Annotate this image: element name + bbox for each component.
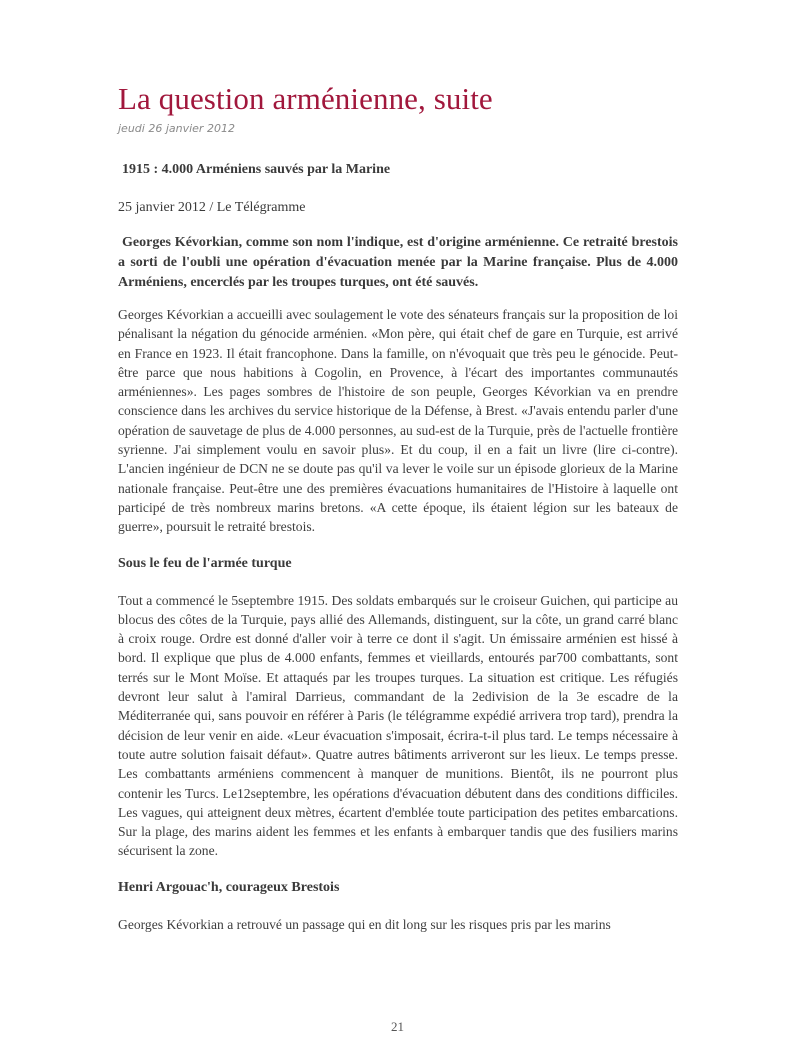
article-source: 25 janvier 2012 / Le Télégramme <box>118 200 306 215</box>
article-paragraph-2: Tout a commencé le 5septembre 1915. Des soldats embarqués sur le croiseur Guichen, qui participe au blocus des côtes de la Turquie, pays allié des Allemands, distinguent, sur la côte, un grand carré blanc à croix rouge. Ordre est donné d'aller voir à terre ce dont il s'agit. Un émissaire arménien est hissé à bord. Il explique que plus de 4.000 enfants, femmes et vieillards, entourés par700 combattants, sont terrés sur le Mont Moïse. Et attaqués par les troupes turques. La situation est critique. Les réfugiés devront leur salut à l'amiral Darrieus, commandant de la 2edivision de la 3e escadre de la Méditerranée qui, sans pouvoir en référer à Paris (le télégramme expédié arrivera trop tard), prendra la décision de leur venir en aide. «Leur évacuation s'imposait, écrira-t-il plus tard. Le temps nécessaire à toute autre solution faisait défaut». Quatre autres bâtiments arriveront sur les lieux. Le temps presse. Les combattants arméniens commencent à manquer de munitions. Bientôt, ils ne pourront plus contenir les Turcs. Le12septembre, les opérations d'évacuation débutent dans des conditions difficiles. Les vagues, qui atteignent deux mètres, écartent d'emblée toute participation des petites embarcations. Sur la plage, des marins aident les femmes et les enfants à embarquer tandis que des fusiliers marins sécurisent la zone. <box>118 592 678 859</box>
article-paragraph-3: Georges Kévorkian a retrouvé un passage qui en dit long sur les risques pris par les marins <box>118 916 611 932</box>
post-title[interactable]: La question arménienne, suite <box>118 81 493 116</box>
article-subtitle: 1915 : 4.000 Arméniens sauvés par la Marine <box>122 162 391 177</box>
article-paragraph-1: Georges Kévorkian a accueilli avec soulagement le vote des sénateurs français sur la proposition de loi pénalisant la négation du génocide arménien. «Mon père, qui était chef de gare en Turquie, est arrivé en France en 1923. Il était francophone. Dans la famille, on n'évoquait que très peu le génocide. Peut-être parce que nous habitions à Cogolin, en Provence, à l'écart des importantes communautés arméniennes». Les pages sombres de l'histoire de son peuple, Georges Kévorkian va en prendre conscience dans les archives du service historique de la Défense, à Brest. «J'avais entendu parler d'une opération de sauvetage de plus de 4.000 personnes, au sud-est de la Turquie, près de l'actuelle frontière syrienne. J'ai simplement voulu en savoir plus». Et du coup, il en a fait un livre (lire ci-contre). L'ancien ingénieur de DCN ne se doute pas qu'il va lever le voile sur un épisode glorieux de la Marine nationale française. Peut-être une des premières évacuations humanitaires de l'Histoire à laquelle ont participé de très nombreux marins bretons. «A cette époque, ils étaient légion sur les bateaux de guerre», poursuit le retraité brestois. <box>118 307 678 535</box>
section-heading-1: Sous le feu de l'armée turque <box>118 555 292 571</box>
page-number: 21 <box>391 1019 404 1034</box>
blog-post <box>118 80 678 934</box>
post-date: jeudi 26 janvier 2012 <box>118 122 235 135</box>
section-heading-2: Henri Argouac'h, courageux Brestois <box>118 879 340 895</box>
article-lead: Georges Kévorkian, comme son nom l'indique, est d'origine arménienne. Ce retraité brestois a sorti de l'oubli une opération d'évacuation menée par la Marine française. Plus de 4.000 Arméniens, encerclés par les troupes turques, ont été sauvés. <box>118 235 678 290</box>
